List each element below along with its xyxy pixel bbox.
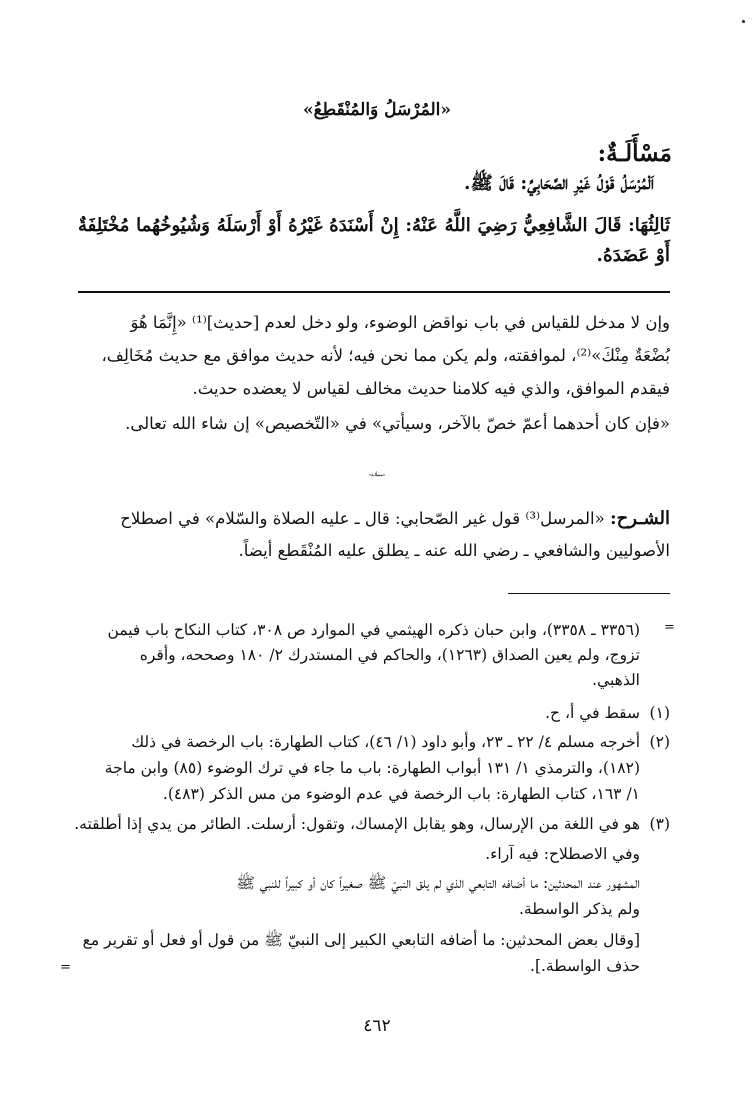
footnote-3-line-5: [وقال بعض المحدثين: ما أضافه التابعي الكبير إلى النبيّ ﷺ من قول أو فعل أو تقرير مع <box>82 931 640 949</box>
footnote-3-line-1: هو في اللغة من الإرسال، وهو يقابل الإمساك، وتقول: أرسلت. الطائر من يدي إذا أطلقته. <box>74 815 640 833</box>
footnote-continued-line-3: الذهبي. <box>592 671 640 689</box>
footnote-2-line-3: ١/ ١٦٣، كتاب الطهارة: باب الرخصة في عدم الوضوء من مس الذكر (٤٨٣). <box>162 785 640 803</box>
footnote-1-number: (١) <box>649 704 670 722</box>
footnote-continued-line-2: تزوج، ولم يعين الصداق (١٢٦٣)، والحاكم في المستدرك ٢/ ١٨٠ وصححه، وأقره <box>139 646 640 664</box>
matn-line-3: أَوْ عَضَدَهُ. <box>596 245 670 266</box>
footnote-separator <box>508 593 670 594</box>
commentary-line-4: «فإن كان أحدهما أعمّ خصّ بالآخر، وسيأتي» في «التّخصيص» إن شاء الله تعالى. <box>125 414 670 433</box>
continuation-mark-top: = <box>664 620 675 635</box>
footnote-3-line-2: وفي الاصطلاح: فيه آراء. <box>485 845 640 863</box>
commentary-line-3: فيقدم الموافق، والذي فيه كلامنا حديث مخالف لقياس لا يعضده حديث. <box>192 379 670 398</box>
commentary-line-1: وإن لا مدخل للقياس في باب نواقض الوضوء، ولو دخل لعدم [حديث]⁽¹⁾ «إِنَّمَا هُوَ <box>130 313 670 332</box>
section-divider <box>78 291 670 293</box>
sharh-label: الشـرح: <box>609 508 670 529</box>
footnote-1-text: سقط في أ، ح. <box>545 704 640 722</box>
matn-line-2: ثَالِثُهَا: قَالَ الشَّافِعِيُّ رَضِيَ اللَّهُ عَنْهُ: إِنْ أَسْنَدَهُ غَيْرُهُ أَوْ أَرْسَلَهُ وَشُيُوخُهُما مُخْتَلِفَةٌ <box>78 215 670 236</box>
footnote-3-number: (٣) <box>649 815 670 833</box>
sharh-line-2: الأصوليين والشافعي ـ رضي الله عنه ـ يطلق عليه المُنْقَطع أيضاً. <box>238 541 670 560</box>
page-number: ٤٦٢ <box>363 1016 391 1036</box>
sharh-line-1-text: «المرسل⁽³⁾ قول غير الصّحابي: قال ـ عليه الصلاة والسّلام» في اصطلاح <box>120 509 610 528</box>
masalah-subheading: «مسألـة» <box>368 472 386 477</box>
corner-dot-mark <box>742 20 745 23</box>
chapter-title: «المُرْسَلُ وَالمُنْقَطِعُ» <box>302 100 452 120</box>
footnote-3-line-6: حذف الواسطة.]. <box>530 957 640 975</box>
commentary-line-2: بُضْعَةٌ مِنْكَ»⁽²⁾، لموافقته، ولم يكن مما نحن فيه؛ لأنه حديث موافق مع حديث مُخَالِف، <box>101 346 670 365</box>
footnote-2-line-2: (١٨٢)، والترمذي ١/ ١٣١ أبواب الطهارة: باب ما جاء في ترك الوضوء (٨٥) وابن ماجة <box>104 759 640 777</box>
matn-line-1: اَلْمُرْسَلُ قَوْلُ غَيْرِ الصَّحَابِيِّ: قَالَ ﷺ. <box>464 173 654 194</box>
footnote-3-line-4: ولم يذكر الواسطة. <box>518 900 640 918</box>
sharh-line-1 <box>120 508 670 529</box>
footnote-3-line-3: المشهور عند المحدثين: ما أضافه التابعي الذي لم يلق النبيّ ﷺ صغيراً كان أو كبيراً للنبي ﷺ <box>236 874 640 892</box>
continuation-mark-bottom: = <box>60 960 71 975</box>
footnote-2-line-1: أخرجه مسلم ٤/ ٢٢ ـ ٢٣، وأبو داود (١/ ٤٦)، كتاب الطهارة: باب الرخصة في ذلك <box>131 733 640 751</box>
footnote-2-number: (٢) <box>649 733 670 751</box>
masalah-heading: مَسْأَلَـةٌ: <box>597 140 672 167</box>
footnote-continued-line-1: (٣٣٥٦ ـ ٣٣٥٨)، وابن حبان ذكره الهيثمي في الموارد ص ٣٠٨، كتاب النكاح باب فيمن <box>107 621 640 639</box>
